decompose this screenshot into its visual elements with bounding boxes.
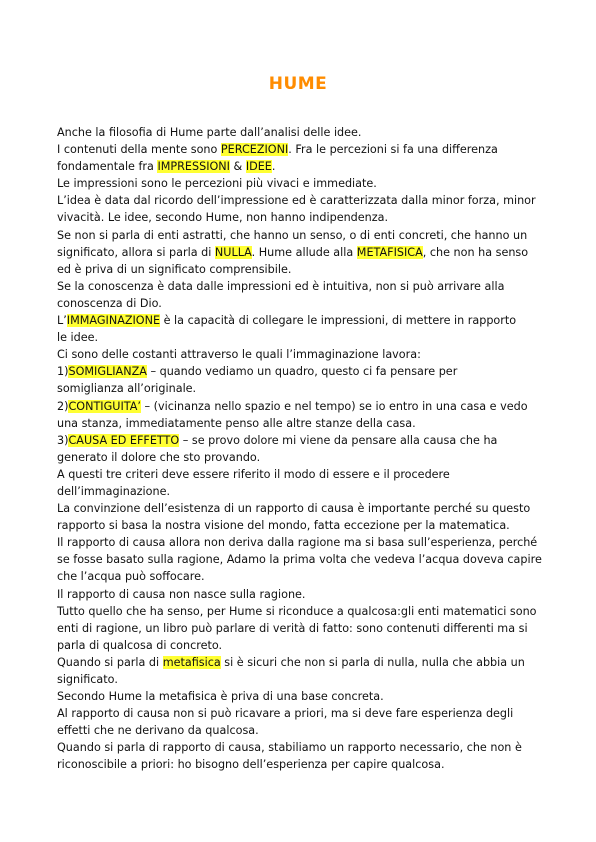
text-segment: Le impressioni sono le percezioni più vivaci e immediate. (57, 177, 377, 191)
document-body (57, 124, 541, 774)
text-segment: dell’immaginazione. (57, 484, 171, 498)
text-segment: Quando si parla di rapporto di causa, stabiliamo un rapporto necessario, che non è (57, 741, 522, 755)
text-segment: – (vicinanza nello spazio e nel tempo) se io entro in una casa e vedo (140, 399, 528, 413)
text-line (57, 483, 541, 500)
text-line (57, 295, 541, 312)
text-segment: rapporto si basa la nostra visione del mondo, fatta eccezione per la matematica. (57, 519, 510, 533)
text-segment: Al rapporto di causa non si può ricavare a priori, ma si deve fare esperienza degli (57, 707, 514, 721)
text-segment: I contenuti della mente sono (57, 143, 221, 157)
text-line (57, 329, 541, 346)
text-line (57, 141, 541, 158)
text-line (57, 398, 541, 415)
text-line (57, 551, 541, 568)
highlighted-term: CONTIGUITA’ (68, 399, 141, 413)
text-line (57, 739, 541, 756)
text-line (57, 671, 541, 688)
text-segment: L’ (57, 314, 67, 328)
text-line (57, 722, 541, 739)
highlighted-term: IDEE (245, 160, 272, 174)
text-line (57, 517, 541, 534)
text-segment: 2) (57, 399, 69, 413)
text-line (57, 346, 541, 363)
text-segment: – quando vediamo un quadro, questo ci fa pensare per (146, 365, 458, 379)
text-line (57, 449, 541, 466)
text-line (57, 312, 541, 329)
text-segment: enti di ragione, un libro può parlare di verità di fatto: sono contenuti differenti ma si (57, 621, 528, 635)
text-line (57, 705, 541, 722)
text-line (57, 209, 541, 226)
text-segment: che l’acqua può soffocare. (57, 570, 205, 584)
text-line (57, 568, 541, 585)
text-segment: le idee. (57, 331, 99, 345)
text-segment: conoscenza di Dio. (57, 296, 162, 310)
text-segment: Il rapporto di causa allora non deriva dalla ragione ma si basa sull’esperienza, perché (57, 536, 538, 550)
text-line (57, 432, 541, 449)
text-line (57, 586, 541, 603)
text-segment: Ci sono delle costanti attraverso le quali l’immaginazione lavora: (57, 348, 421, 362)
text-segment: Tutto quello che ha senso, per Hume si riconduce a qualcosa:gli enti matematici sono (57, 604, 537, 618)
text-line (57, 534, 541, 551)
text-line (57, 620, 541, 637)
text-segment: 3) (57, 433, 69, 447)
text-segment: – se provo dolore mi viene da pensare alla causa che ha (179, 433, 498, 447)
highlighted-term: NULLA (214, 245, 252, 259)
highlighted-term: IMPRESSIONI (157, 160, 230, 174)
text-segment: A questi tre criteri deve essere riferito il modo di essere e il procedere (57, 467, 450, 481)
text-line (57, 158, 541, 175)
text-segment: è la capacità di collegare le impressioni, di mettere in rapporto (160, 314, 517, 328)
page-title: HUME (268, 74, 328, 94)
text-line (57, 756, 541, 773)
text-line (57, 415, 541, 432)
text-line (57, 124, 541, 141)
text-segment: Se non si parla di enti astratti, che hanno un senso, o di enti concreti, che hanno un (57, 228, 528, 242)
text-line (57, 363, 541, 380)
text-segment: La convinzione dell’esistenza di un rapporto di causa è importante perché su questo (57, 502, 531, 516)
text-segment: Anche la filosofia di Hume parte dall’analisi delle idee. (57, 126, 362, 139)
text-segment: se fosse basato sulla ragione, Adamo la prima volta che vedeva l’acqua doveva capire (57, 553, 542, 567)
text-line (57, 688, 541, 705)
text-line (57, 380, 541, 397)
text-segment: . Fra le percezioni si fa una differenza (288, 143, 498, 157)
text-segment: 1) (57, 365, 69, 379)
text-segment: Se la conoscenza è data dalle impressioni ed è intuitiva, non si può arrivare alla (57, 279, 505, 293)
text-segment: effetti che ne derivano da qualcosa. (57, 724, 259, 738)
text-segment: vivacità. Le idee, secondo Hume, non hanno indipendenza. (57, 211, 389, 225)
text-line (57, 192, 541, 209)
highlighted-term: SOMIGLIANZA (68, 365, 147, 379)
text-segment: . (271, 160, 276, 174)
text-line (57, 278, 541, 295)
highlighted-term: PERCEZIONI (220, 143, 289, 157)
highlighted-term: METAFISICA (356, 245, 423, 259)
text-line (57, 244, 541, 261)
text-segment: fondamentale fra (57, 160, 158, 174)
text-line (57, 466, 541, 483)
highlighted-term: IMMAGINAZIONE (66, 314, 161, 328)
text-segment: significato, allora si parla di (57, 245, 215, 259)
text-segment: generato il dolore che sto provando. (57, 450, 261, 464)
text-segment: Quando si parla di (57, 655, 163, 669)
text-line (57, 654, 541, 671)
text-segment: ed è priva di un significato comprensibile. (57, 262, 292, 276)
text-segment: riconoscibile a priori: ho bisogno dell’esperienza per capire qualcosa. (57, 758, 445, 772)
text-segment: una stanza, immediatamente penso alle altre stanze della casa. (57, 416, 416, 430)
highlighted-term: metafisica (162, 655, 221, 669)
text-line (57, 261, 541, 278)
text-segment: & (229, 160, 246, 174)
text-segment: parla di qualcosa di concreto. (57, 638, 223, 652)
text-segment: , che non ha senso (422, 245, 529, 259)
text-segment: . Hume allude alla (251, 245, 357, 259)
text-line (57, 227, 541, 244)
text-line (57, 637, 541, 654)
text-segment: somiglianza all’originale. (57, 382, 197, 396)
text-segment: significato. (57, 673, 118, 686)
text-line (57, 175, 541, 192)
text-segment: Secondo Hume la metafisica è priva di una base concreta. (57, 690, 384, 704)
text-line (57, 500, 541, 517)
text-segment: L’idea è data dal ricordo dell’impressione ed è caratterizzata dalla minor forza, minor (57, 194, 536, 208)
text-line (57, 603, 541, 620)
text-segment: si è sicuri che non si parla di nulla, nulla che abbia un (220, 655, 525, 669)
text-segment: Il rapporto di causa non nasce sulla ragione. (57, 587, 306, 601)
highlighted-term: CAUSA ED EFFETTO (68, 433, 180, 447)
